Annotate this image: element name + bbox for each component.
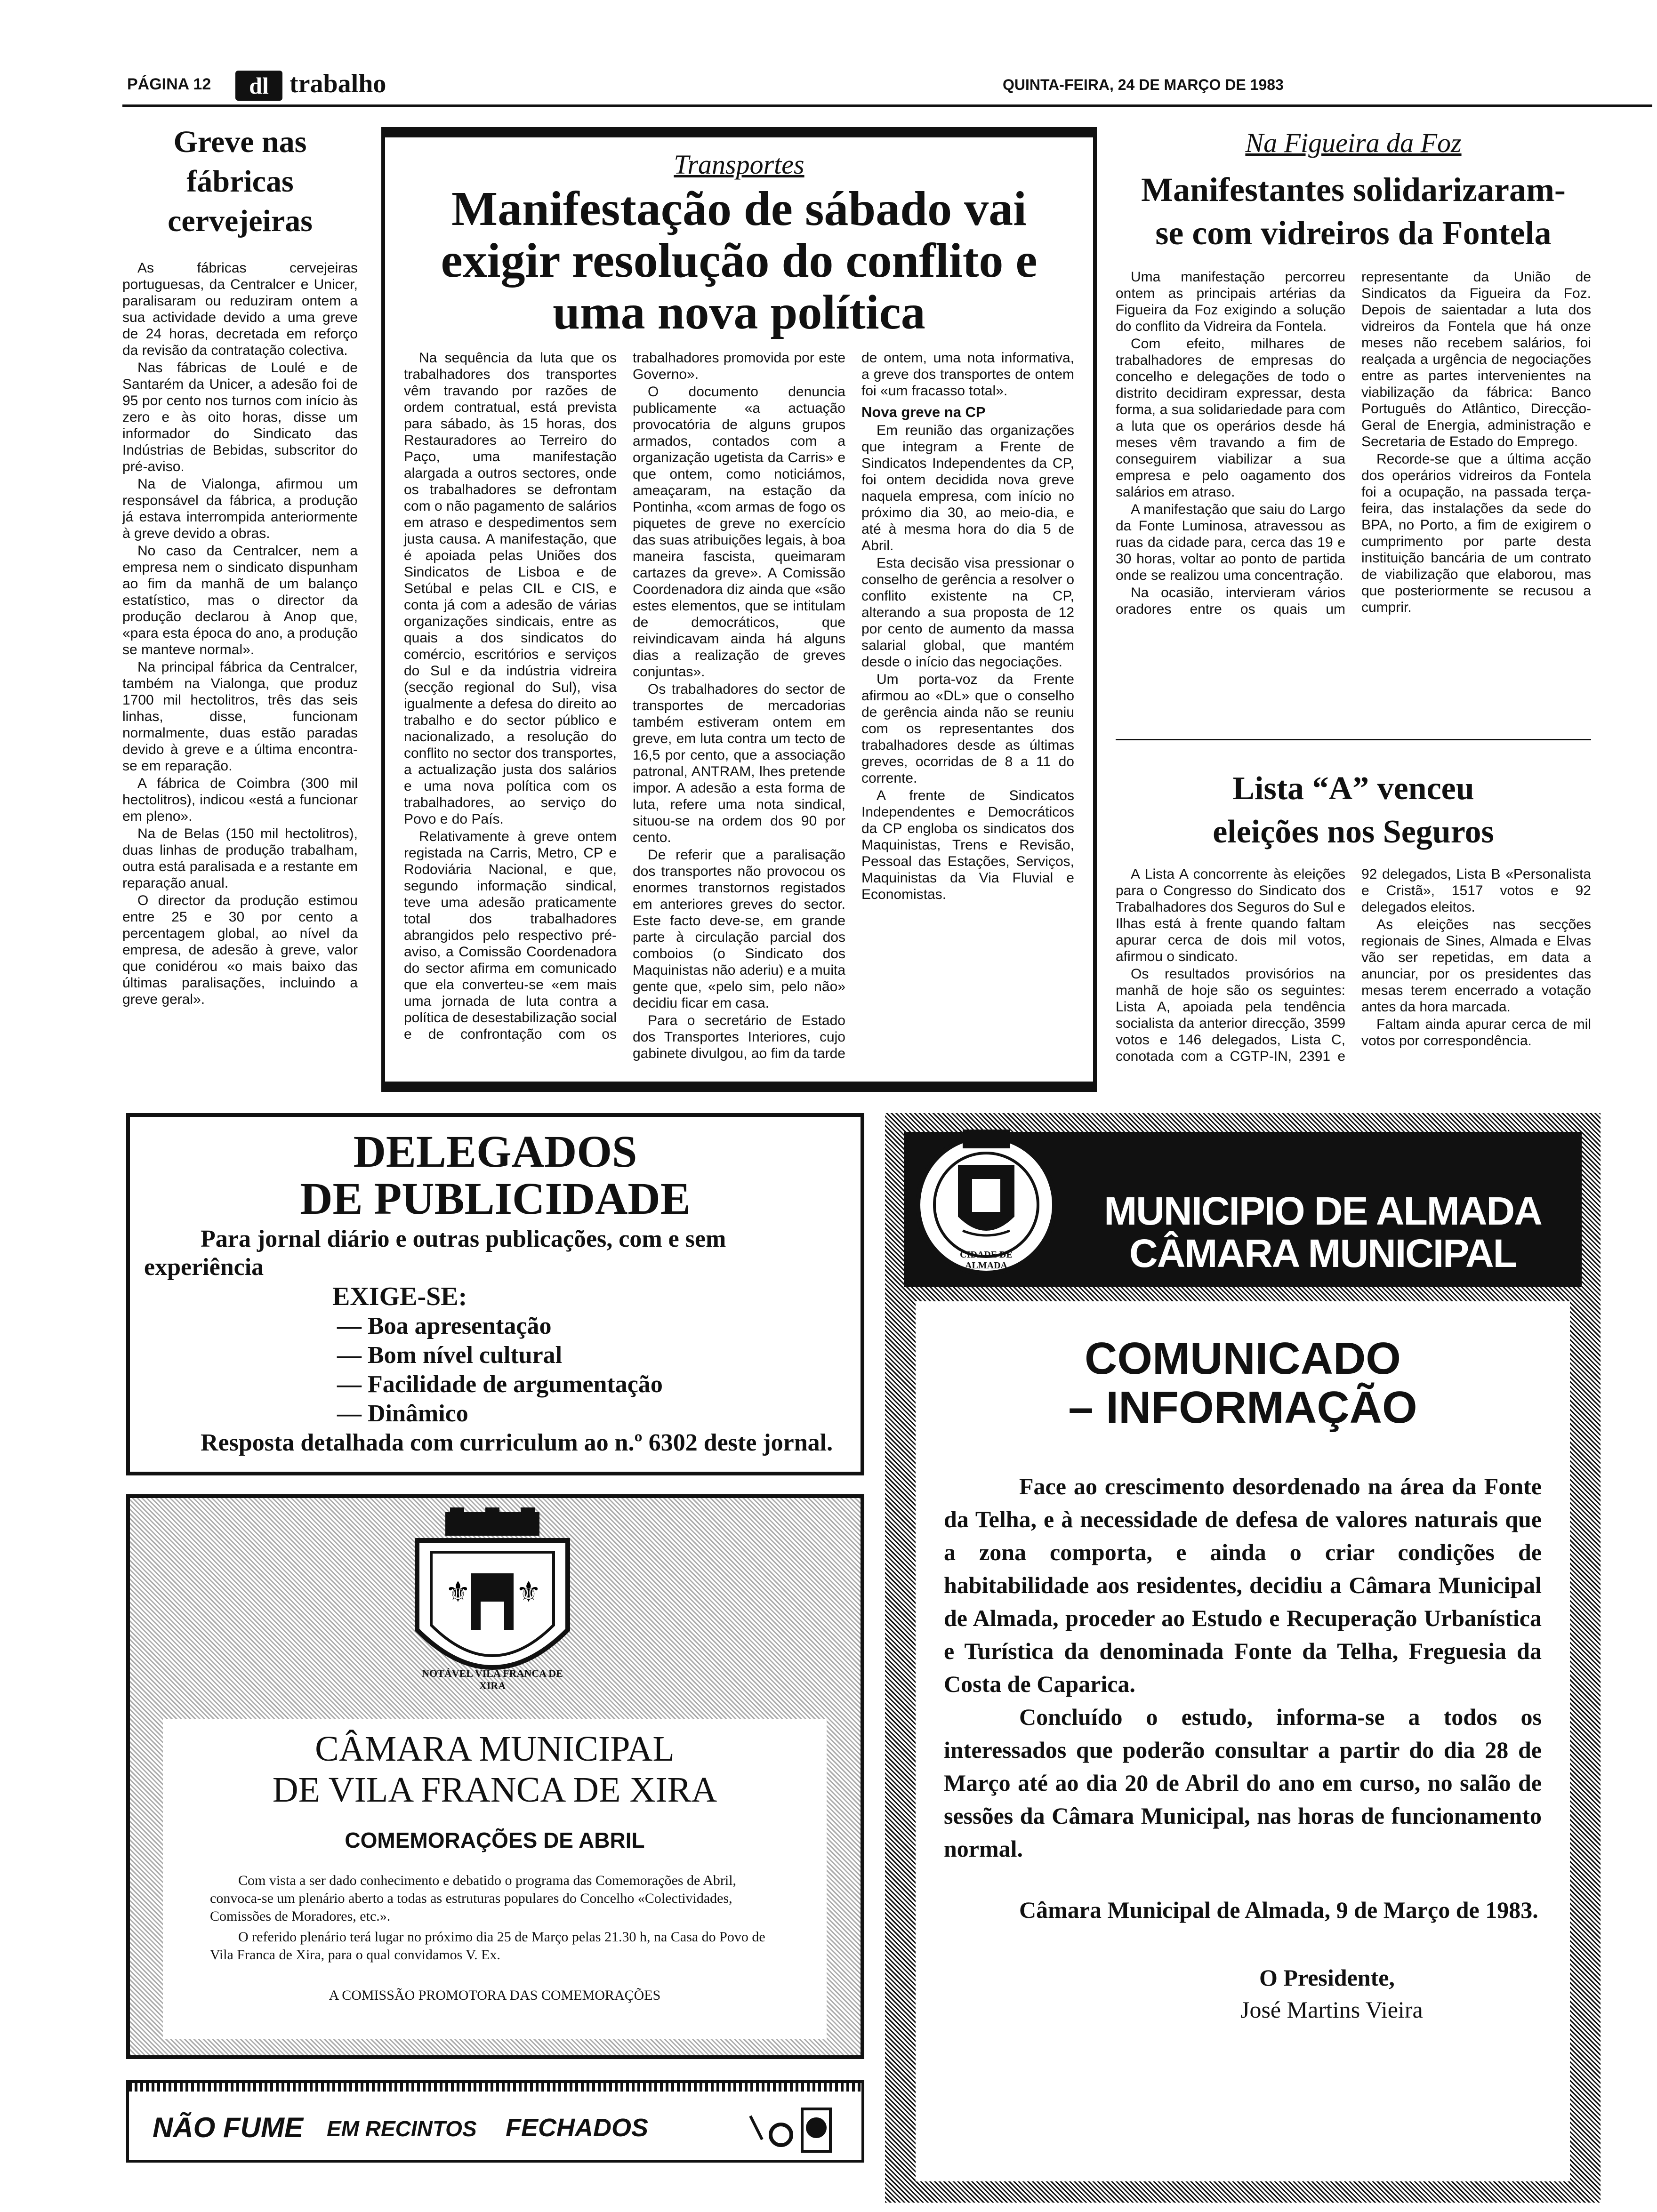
paragraph: Relativamente à greve ontem registada na Carris, Metro, CP e Rodoviária Nacional, e que, segundo informação sindical, teve uma adesão praticamente total dos trabalhadores abrangidos pelo respectivo pré-aviso, a Comissão Coordenadora do sector afirma em comunicado que ela converteu-se «em mais uma jornada de luta contra a política de desestabilização social e de confrontação com os trabalhadores promovida por este Governo». bbox=[404, 350, 845, 1042]
ad-title: CÂMARA MUNICIPAL bbox=[315, 1729, 675, 1769]
paragraph: Os trabalhadores do sector de transportes de mercadorias também estiveram ontem em greve, em luta contra um tecto de 16,5 por cento, que a associação patronal, ANTRAM, lhes pretende impor. A adesão a esta forma de luta, refere uma nota sindical, situou-se na ordem dos 90 por cento. bbox=[633, 681, 845, 845]
page-date: QUINTA-FEIRA, 24 DE MARÇO DE 1983 bbox=[1003, 76, 1284, 93]
paragraph: Esta decisão visa pressionar o conselho de gerência a resolver o conflito existente na CP, alterando a sua proposta de 12 por cento de aumento da massa salarial global, que mantém desde o início das negociações. bbox=[861, 555, 1074, 670]
paragraph: Com efeito, milhares de trabalhadores de empresas do concelho e delegações de todo o distrito decidiram expressar, desta forma, a sua solidariedade para com a luta que os operários desde há meses vêm travando a fim de conseguirem viabilizar a sua empresa e pelo oagamento dos salários em atraso. bbox=[1116, 336, 1345, 500]
ad-paragraph: Concluído o estudo, informa-se a todos os interessados que poderão consultar a partir do dia 28 de Março até ao dia 20 de Abril do ano em curso, no salão de sessões da Câmara Municipal, nas horas de funcionamento normal. bbox=[944, 1704, 1542, 1862]
article-body bbox=[404, 350, 1074, 1074]
paragraph: O documento denuncia publicamente «a actuação provocatória de alguns grupos armados, contados com a organização ugetista da Carris» e que ontem, como noticiámos, ameaçaram, na estação da Pontinha, «com armas de fogo os piquetes de greve no exercício das suas atribuições legais, à boa maneira fascista, queimaram cartazes da greve». A Comissão Coordenadora diz ainda que «são estes elementos, que se intitulam de democráticos, que reivindicavam ainda há alguns dias a realização de greves conjuntas». bbox=[633, 384, 846, 680]
dl-logo-icon: dl bbox=[235, 71, 282, 101]
ad-signature: A COMISSÃO PROMOTORA DAS COMEMORAÇÕES bbox=[329, 1988, 661, 2003]
article-body bbox=[1116, 866, 1591, 1065]
paragraph: A Lista A concorrente às eleições para o Congresso do Sindicato dos Trabalhadores dos Seguros do Sul e Ilhas está à frente quando faltam apurar cerca de dois mil votos, afirmou o sindicato. bbox=[1116, 866, 1345, 964]
section-name: trabalho bbox=[290, 69, 386, 98]
article-body bbox=[122, 260, 358, 1008]
ad-heading: COMUNICADO bbox=[1085, 1333, 1401, 1384]
paragraph: Nas fábricas de Loulé e de Santarém da Unicer, a adesão foi de 95 por cento nos turnos com início às zero e às oito horas, disse um informador do Sindicato das Indústrias de Bebidas, subscritor do pré-aviso. bbox=[122, 360, 358, 474]
paragraph: Faltam ainda apurar cerca de mil votos por correspondência. bbox=[1361, 1017, 1591, 1049]
ad-nao-fume bbox=[126, 2080, 864, 2163]
paragraph: Os resultados provisórios na manhã de hoje são os seguintes: Lista A, apoiada pela tendência socialista da anterior direcção, 3599 votos e 146 delegados, Lista C, conotada com a CGTP-IN, 2391 e 92 delegados, Lista B «Personalista e Cristã», 1517 votos e 92 delegados eleitos. bbox=[1116, 866, 1591, 1064]
paragraph: Recorde-se que a última acção dos operários vidreiros da Fontela foi a ocupação, na passada terça-feira, das instalações da sede do BPA, no Porto, a fim de exigirem o cumprimento por parte desta instituição bancária de um contrato de viabilização que elaborou, mas que posteriormente se recusou a cumprir. bbox=[1361, 451, 1591, 615]
article-kicker: Na Figueira da Foz bbox=[1245, 128, 1462, 158]
vfx-seal-icon bbox=[375, 1507, 610, 1715]
paragraph: Na principal fábrica da Centralcer, também na Vialonga, que produz 1700 mil hectolitros, três das seis linhas, disse, funcionam normalmente, duas estão paradas devido à greve e a última encontra-se em reparação. bbox=[122, 659, 358, 774]
ad-title: DE VILA FRANCA DE XIRA bbox=[272, 1770, 717, 1810]
article-transportes bbox=[381, 127, 1097, 1092]
almada-seal-icon bbox=[909, 1122, 1064, 1278]
paragraph: Em reunião das organizações que integram a Frente de Sindicatos Independentes da CP, foi ontem decidida nova greve naquela empresa, com início no próximo dia 30, ao meio-dia, e até à mesma hora do dia 5 de Abril. bbox=[861, 423, 1074, 553]
paragraph: Para o secretário de Estado dos Transportes Interiores, cujo gabinete divulgou, ao fim da tarde de ontem, uma nota informativa, a greve dos transportes de ontem foi «um fracasso total». bbox=[633, 350, 1074, 1061]
requirements-list bbox=[337, 1312, 846, 1428]
paragraph: A manifestação que saiu do Largo da Fonte Luminosa, atravessou as ruas da cidade para, cerca das 19 e 30 horas, voltar ao ponto de partida onde se realizou uma concentração. bbox=[1116, 502, 1345, 583]
subheading: Nova greve na CP bbox=[861, 404, 986, 420]
article-title: Lista “A” venceu eleições nos Seguros bbox=[1213, 770, 1494, 850]
paragraph: Uma manifestação percorreu ontem as principais artérias da Figueira da Foz exigindo a solução do conflito da Vidreira da Fontela. bbox=[1116, 269, 1345, 334]
paragraph: Na ocasião, intervieram vários oradores entre os quais um representante da União de Sindicatos da Figueira da Foz. Depois de saientadar a luta dos vidreiros da Fontela que há onze meses não recebem salários, foi realçada a urgência de negociações entre as partes intervenientes na viabilização da fábrica: Banco Português do Atlântico, Direcção-Geral de Energia, administração e Secretaria de Estado do Emprego. bbox=[1116, 269, 1591, 617]
ad-heading: – INFORMAÇÃO bbox=[1068, 1382, 1417, 1433]
box-bottom-bar bbox=[385, 1082, 1093, 1092]
paragraph: De referir que a paralisação dos transportes não provocou os enormes transtornos registados em anteriores greves do sector. Este facto deve-se, em grande parte à circulação parcial dos comboios (o Sindicato dos Maquinistas não aderiu) e a muita gente que, «pelo sim, pelo não» decidiu ficar em casa. bbox=[633, 847, 845, 1011]
ad-title: DELEGADOS bbox=[353, 1126, 637, 1177]
ad-signer-title: O Presidente, bbox=[1259, 1964, 1395, 1991]
seal-text: CIDADE DE ALMADA bbox=[960, 1250, 1013, 1271]
paragraph: As eleições nas secções regionais de Sines, Almada e Elvas vão ser repetidas, em data a anunciar, por os presidentes das mesas terem encerrado a votação antes da hora marcada. bbox=[1361, 917, 1591, 1015]
divider bbox=[1116, 739, 1591, 740]
ad-paragraph: O referido plenário terá lugar no próximo dia 25 de Março pelas 21.30 h, na Casa do Povo de Vila Franca de Xira, para o qual convidamos V. Ex. bbox=[210, 1929, 765, 1963]
box-top-bar bbox=[385, 127, 1093, 137]
no-smoking-icon bbox=[741, 2102, 835, 2158]
paragraph: Na sequência da luta que os trabalhadores dos transportes vêm travando por razões de ordem contratual, está prevista para sábado, às 15 horas, dos Restauradores ao Terreiro do Paço, uma manifestação alargada a outros sectores, onde os trabalhadores se defrontam com o não pagamento de salários em atraso e despedimentos sem justa causa. A manifestação, que é apoiada pelas Uniões dos Sindicatos de Lisboa e de Setúbal e pelas CIL e CIS, e conta já com a adesão de várias organizações sindicais, entre as quais a dos sindicatos do comércio, escritórios e serviços do Sul e da indústria vidreira (secção regional do Sul), visa igualmente a defesa do direito ao trabalho e do sector público e nacionalizado, a resolução do conflito no sector dos transportes, a actualização justa dos salários e uma nova política com os trabalhadores, ao serviço do Povo e do País. bbox=[404, 350, 617, 827]
paragraph: A frente de Sindicatos Independentes e Democráticos da CP engloba os sindicatos dos Maquinistas, Trens e Revisão, Pessoal das Estações, Serviços, Maquinistas da Via Fluvial e Economistas. bbox=[861, 788, 1074, 902]
ad-delegados-publicidade bbox=[126, 1113, 864, 1475]
nofume-text: EM RECINTOS bbox=[327, 2116, 477, 2141]
article-figueira-da-foz bbox=[1116, 127, 1591, 729]
ad-exige: EXIGE-SE: bbox=[332, 1282, 467, 1311]
paragraph: Na de Vialonga, afirmou um responsável da fábrica, a produção já estava interrompida anteriormente à greve devido a obras. bbox=[122, 476, 358, 541]
ad-reply: Resposta detalhada com curriculum ao n.º 6302 deste jornal. bbox=[201, 1429, 833, 1456]
page-header bbox=[127, 71, 1304, 104]
paragraph: Um porta-voz da Frente afirmou ao «DL» que o conselho de gerência ainda não se reuniu com os representantes dos trabalhadores desde as últimas greves, ocorridas de 8 a 11 do corrente. bbox=[861, 672, 1074, 786]
ad-paragraph: Face ao crescimento desordenado na área da Fonte da Telha, e à necessidade de defesa de valores naturais que a zona comporta, e ainda o criar condições de habitabilidade aos residentes, decidiu a Câmara Municipal de Almada, proceder ao Estudo e Recuperação Urbanística e Turística da denominada Fonte da Telha, Freguesia da Costa de Caparica. bbox=[944, 1473, 1542, 1697]
svg-text:⚜: ⚜ bbox=[516, 1576, 541, 1609]
ad-camara-vila-franca bbox=[126, 1494, 864, 2059]
svg-text:⚜: ⚜ bbox=[445, 1576, 471, 1609]
page-number: PÁGINA 12 bbox=[127, 75, 211, 93]
ad-title: MUNICIPIO DE ALMADA bbox=[1104, 1189, 1542, 1233]
article-seguros bbox=[1116, 767, 1591, 1106]
header-rule bbox=[122, 104, 1652, 107]
nofume-text: NÃO FUME bbox=[153, 2112, 303, 2143]
ad-place-date: Câmara Municipal de Almada, 9 de Março de 1983. bbox=[1019, 1897, 1538, 1923]
article-title: Manifestação de sábado vai exigir resolução do conflito e uma nova política bbox=[441, 182, 1038, 339]
ad-subtitle: COMEMORAÇÕES DE ABRIL bbox=[345, 1828, 645, 1852]
paragraph: O director da produção estimou entre 25 e 30 por cento a percentagem global, ao nível da empresa, de adesão à greve, valor que conidérou «o mais baixo das últimas paralisações, incluindo a greve geral». bbox=[122, 893, 358, 1007]
ad-paragraph: Com vista a ser dado conhecimento e debatido o programa das Comemorações de Abril, convoca-se um plenário aberto a todas as estruturas populares do Concelho «Colectividades, Comissões de Moradores, etc.». bbox=[210, 1873, 737, 1924]
list-item: — Bom nível cultural bbox=[337, 1342, 563, 1369]
paragraph: As fábricas cervejeiras portuguesas, da Centralcer e Unicer, paralisaram ou reduziram ontem a sua actividade devido a uma greve de 24 horas, decretada em reforço da revisão da contratação colectiva. bbox=[122, 260, 358, 358]
list-item: — Dinâmico bbox=[337, 1400, 468, 1427]
ad-intro: Para jornal diário e outras publicações, com e sem experiência bbox=[144, 1226, 726, 1281]
article-title: Greve nas fábricas cervejeiras bbox=[168, 125, 313, 238]
paragraph: Na de Belas (150 mil hectolitros), duas linhas de produção trabalham, outra está paralisada e a restante em reparação anual. bbox=[122, 826, 358, 891]
article-title: Manifestantes solidarizaram-se com vidreiros da Fontela bbox=[1141, 171, 1566, 252]
article-body bbox=[1116, 269, 1591, 617]
article-greve-cervejeiras bbox=[122, 122, 358, 1064]
article-kicker: Transportes bbox=[674, 149, 804, 180]
list-item: — Boa apresentação bbox=[337, 1313, 552, 1339]
paragraph: No caso da Centralcer, nem a empresa nem o sindicato dispunham ao fim da manhã de um balanço estatístico, mas o director da produção declarou à Anop que, «para esta época do ano, a produção se manteve normal». bbox=[122, 543, 358, 657]
ad-content-panel bbox=[163, 1719, 827, 2039]
ad-title: DE PUBLICIDADE bbox=[300, 1173, 691, 1224]
ad-signer-name: José Martins Vieira bbox=[1240, 1996, 1423, 2023]
list-item: — Facilidade de argumentação bbox=[337, 1371, 663, 1398]
nofume-text: FECHADOS bbox=[506, 2114, 649, 2142]
top-pattern bbox=[129, 2083, 861, 2092]
paragraph: A fábrica de Coimbra (300 mil hectolitros), indicou «está a funcionar em pleno». bbox=[122, 776, 358, 824]
ad-municipio-almada bbox=[885, 1113, 1601, 2203]
seal-text: NOTÁVEL VILA FRANCA DE XIRA bbox=[422, 1667, 563, 1691]
ad-content-panel bbox=[916, 1301, 1570, 2181]
ad-title: CÂMARA MUNICIPAL bbox=[1129, 1231, 1516, 1275]
